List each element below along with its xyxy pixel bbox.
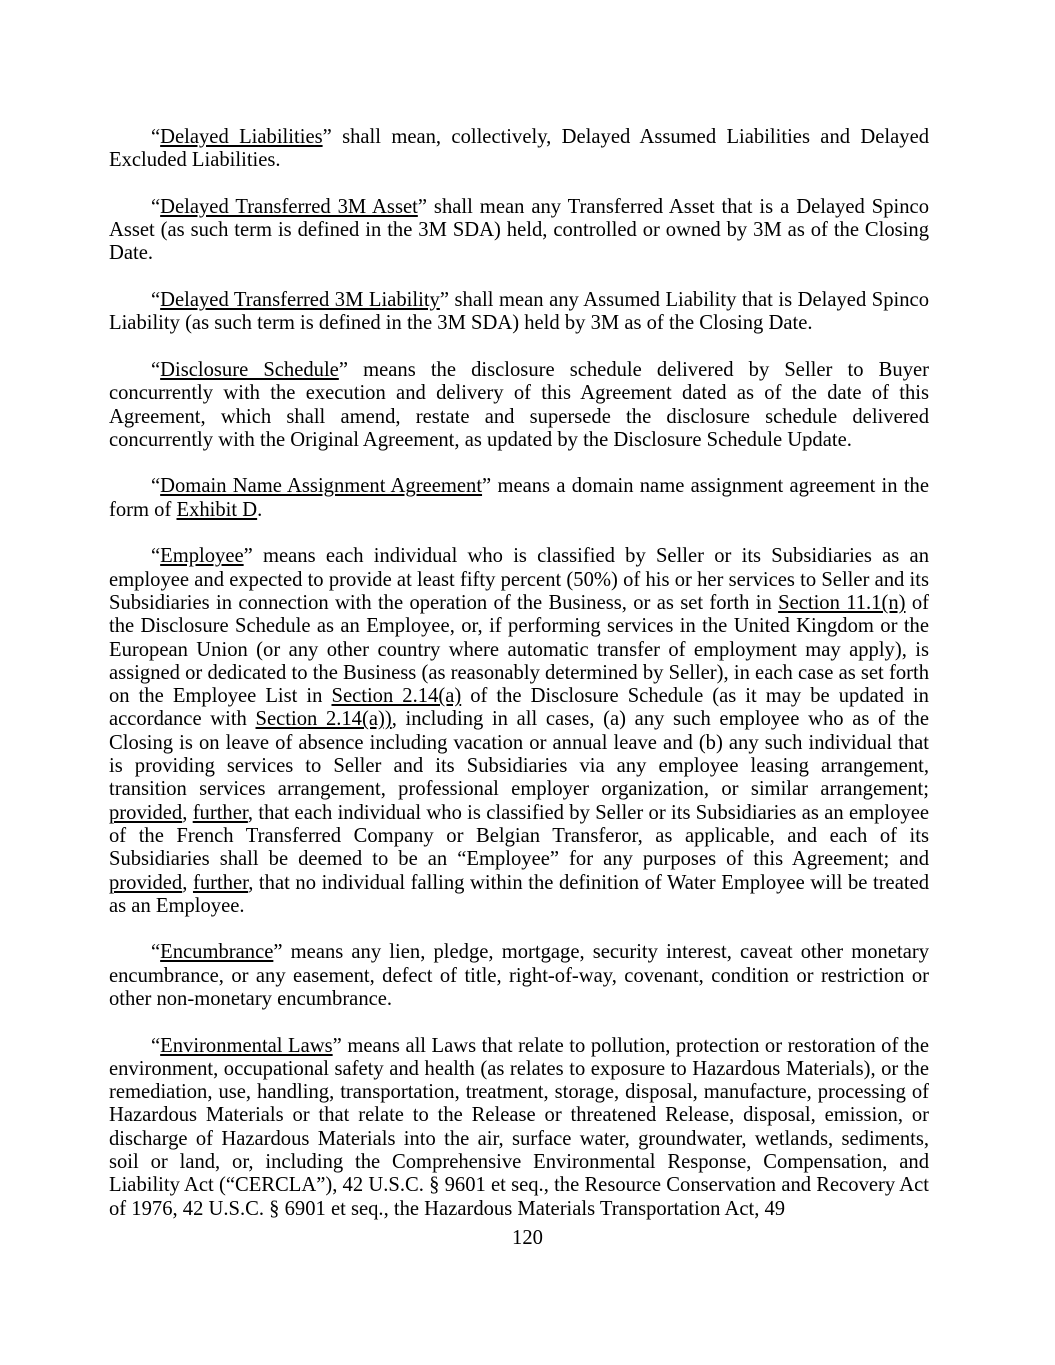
underlined-term: further bbox=[192, 801, 248, 824]
text-run: , that each individual who is classified by Seller or its Subsidiaries as an employee of the French Transferred Company or Belgian Transferor, as applicable, and each of its Subsidiaries shall be deemed to be an “Employee” for any purposes of this Agreement; and bbox=[109, 801, 930, 871]
text-run: “ bbox=[151, 1034, 161, 1057]
text-run: ” means all Laws that relate to pollution, protection or restoration of the environment, occupational safety and health (as relates to exposure to Hazardous Materials), or the remediation, use, handling, transportation, treatment, storage, disposal, manufacture, processing of Hazardous Materials or that relate to the Release or threatened Release, disposal, emission, or discharge of Hazardous Materials into the air, surface water, groundwater, wetlands, sediments, soil or land, or, including the Comprehensive Environmental Response, Compensation, and Liability Act (“CERCLA”), 42 U.S.C. § 9601 et seq., the Resource Conservation and Recovery Act of 1976, 42 U.S.C. § 6901 et seq., the Hazardous Materials Transportation Act, 49 bbox=[109, 1034, 929, 1220]
text-run: “ bbox=[151, 358, 161, 381]
underlined-term: provided bbox=[109, 801, 183, 824]
text-run: “ bbox=[151, 195, 161, 218]
text-run: of the Disclosure Schedule as an Employee, or, if performing services in the United Kingdom or the European Union (or any other country where automatic transfer of employment may apply), is assigned or dedicated to the Business (as reasonably determined by Seller), in each case as set forth on the Employee List in bbox=[109, 591, 929, 708]
underlined-term: Section 2.14(a)) bbox=[255, 708, 392, 731]
underlined-term: Environmental Laws bbox=[160, 1034, 333, 1057]
underlined-term: Exhibit D bbox=[176, 498, 258, 521]
underlined-term: Section 2.14(a) bbox=[331, 685, 462, 708]
definition-paragraph-encumbrance bbox=[109, 941, 929, 1011]
underlined-term: Encumbrance bbox=[160, 941, 274, 964]
text-run: . bbox=[257, 498, 263, 521]
text-run: , bbox=[182, 801, 193, 824]
text-run: of the Disclosure Schedule (as it may be updated in accordance with bbox=[109, 685, 929, 731]
underlined-term: Section 11.1(n) bbox=[778, 591, 906, 614]
text-run: ” shall mean, collectively, Delayed Assumed Liabilities and Delayed Excluded Liabilities. bbox=[109, 126, 930, 172]
text-run: “ bbox=[151, 475, 161, 498]
text-run: ” means each individual who is classified by Seller or its Subsidiaries as an employee and expected to provide at least fifty percent (50%) of his or her services to Seller and its Subsidiaries in connection with the operation of the Business, or as set forth in bbox=[109, 545, 929, 614]
text-run: ” means a domain name assignment agreement in the form of bbox=[109, 475, 929, 521]
definition-paragraph-environmental-laws bbox=[109, 1035, 929, 1221]
text-run: , including in all cases, (a) any such employee who as of the Closing is on leave of absence including vacation or annual leave and (b) any such individual that is providing services to Seller and its Subsidiaries via any employee leasing arrangement, transition services arrangement, professional employer organization, or similar arrangement; bbox=[109, 708, 929, 801]
underlined-term: provided bbox=[109, 871, 183, 894]
underlined-term: Employee bbox=[160, 545, 244, 568]
underlined-term: further bbox=[192, 871, 249, 894]
text-run: ” means any lien, pledge, mortgage, security interest, caveat other monetary encumbrance, or any easement, defect of title, right-of-way, covenant, condition or restriction or other non-monetary encumbrance. bbox=[109, 941, 929, 1010]
definition-paragraph-delayed-transferred-3m-asset bbox=[109, 196, 929, 266]
definition-paragraph-delayed-transferred-3m-liability bbox=[109, 289, 929, 336]
underlined-term: Delayed Transferred 3M Liability bbox=[160, 289, 440, 312]
text-run: ” means the disclosure schedule delivered by Seller to Buyer concurrently with the execution and delivery of this Agreement dated as of the date of this Agreement, which shall amend, restate and supersede the disclosure schedule delivered concurrently with the Original Agreement, as updated by the Disclosure Schedule Update. bbox=[109, 358, 929, 451]
text-run: ” shall mean any Transferred Asset that is a Delayed Spinco Asset (as such term is defined in the 3M SDA) held, controlled or owned by 3M as of the Closing Date. bbox=[109, 195, 929, 265]
underlined-term: Domain Name Assignment Agreement bbox=[160, 475, 483, 498]
text-run: , that no individual falling within the definition of Water Employee will be treated as an Employee. bbox=[109, 871, 930, 917]
page-number: 120 bbox=[512, 1227, 543, 1249]
definition-paragraph-domain-name-assignment-agreement bbox=[109, 475, 929, 522]
document-body bbox=[109, 126, 929, 1244]
definition-paragraph-delayed-liabilities bbox=[109, 126, 929, 173]
underlined-term: Disclosure Schedule bbox=[160, 358, 339, 381]
text-run: , bbox=[182, 871, 193, 894]
text-run: “ bbox=[151, 126, 161, 148]
text-run: “ bbox=[151, 289, 161, 312]
text-run: “ bbox=[151, 941, 161, 964]
underlined-term: Delayed Liabilities bbox=[160, 126, 323, 148]
text-run: ” shall mean any Assumed Liability that is Delayed Spinco Liability (as such term is defined in the 3M SDA) held by 3M as of the Closing Date. bbox=[109, 289, 929, 335]
definition-paragraph-disclosure-schedule bbox=[109, 359, 929, 452]
underlined-term: Delayed Transferred 3M Asset bbox=[160, 195, 418, 218]
text-run: “ bbox=[151, 545, 161, 568]
definition-paragraph-employee bbox=[109, 545, 929, 918]
